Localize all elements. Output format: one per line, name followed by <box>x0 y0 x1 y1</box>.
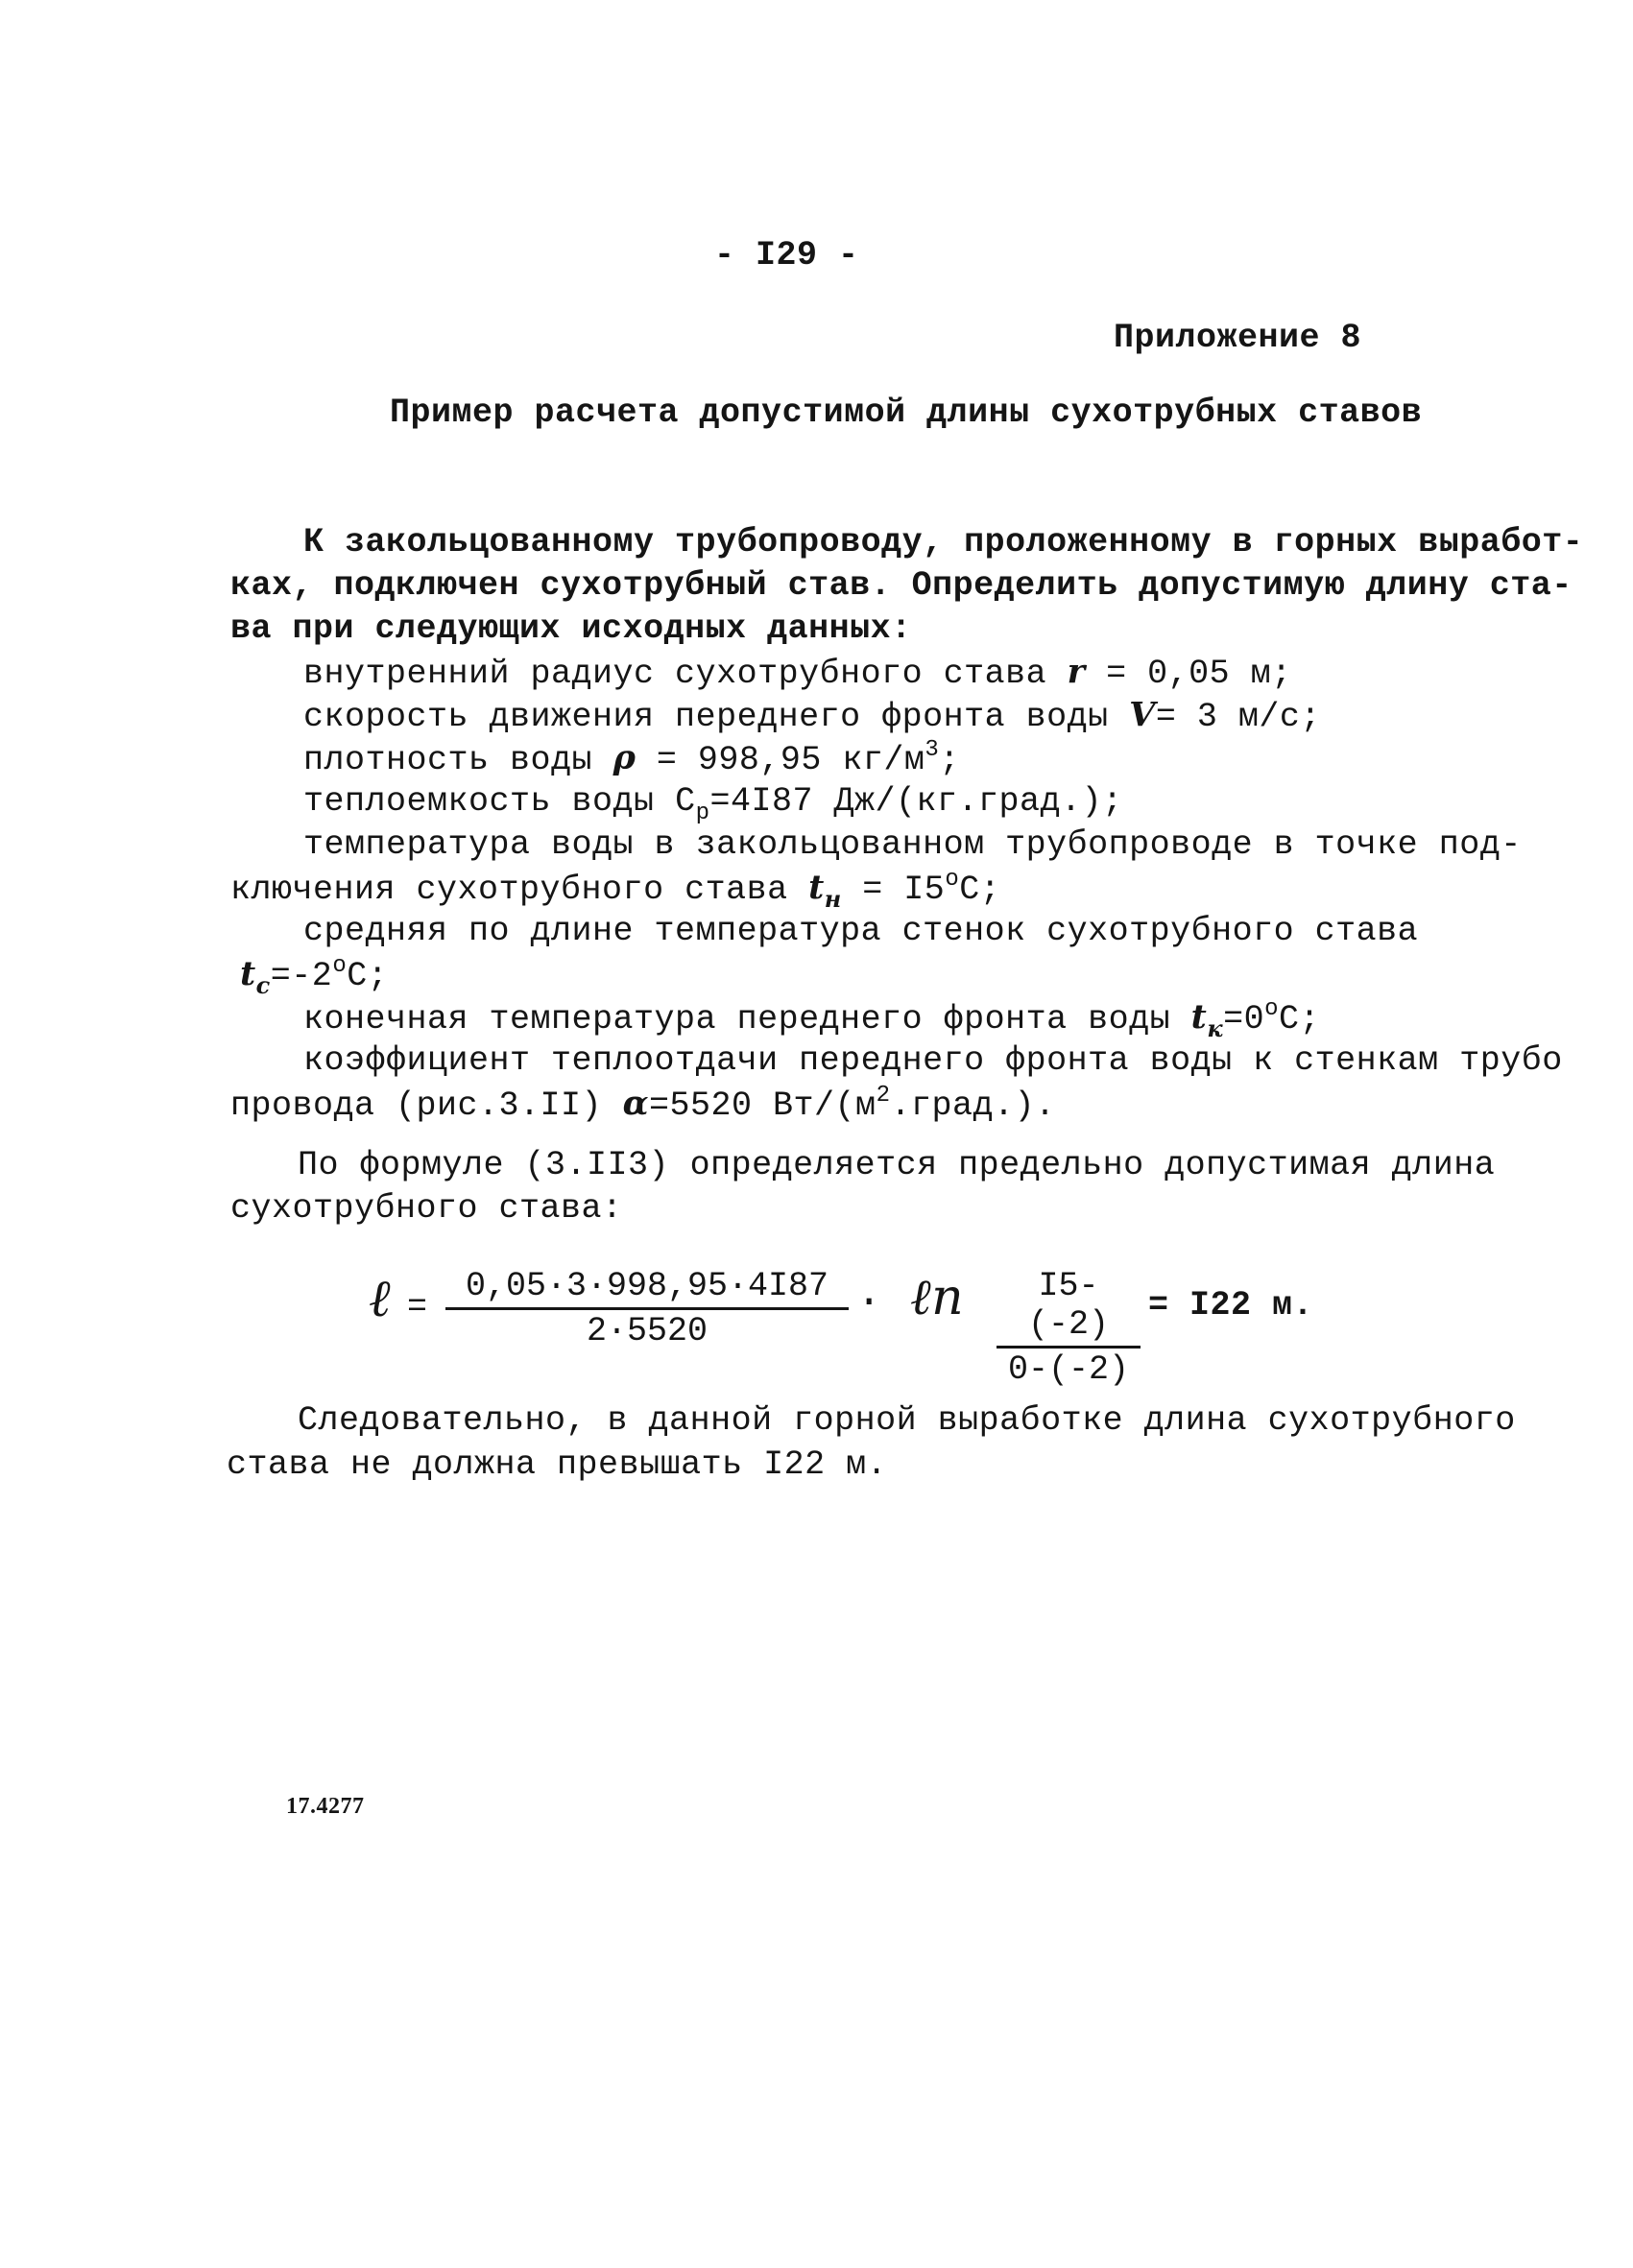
param-heat-transfer-line-1: коэффициент теплоотдачи переднего фронта воды к стенкам трубо <box>303 1041 1563 1080</box>
footer-code: 17.4277 <box>286 1794 365 1819</box>
conclusion-line-1: Следовательно, в данной горной выработке длина сухотрубного <box>298 1401 1516 1440</box>
param-heat-capacity: теплоемкость воды $C_p=4I87$ Дж/(кг.град.); <box>303 782 1123 826</box>
fraction-2-denominator: 0-(-2) <box>1007 1350 1130 1389</box>
fraction-2-numerator: I5-(-2) <box>997 1267 1141 1349</box>
conclusion-line-2: става не должна превышать I22 м. <box>227 1445 888 1484</box>
formula-fraction-2 <box>997 1267 1141 1389</box>
appendix-label: Приложение 8 <box>1114 319 1362 357</box>
formula-intro-line-1: По формуле (3.II3) определяется предельно допустимая длина <box>298 1146 1496 1184</box>
formula-multiply-dot: · <box>856 1278 882 1326</box>
intro-line-2: ках, подключен сухотрубный став. Определить допустимую длину ста- <box>230 566 1573 605</box>
param-radius: внутренний радиус сухотрубного става r = 0,05 м; <box>303 652 1292 693</box>
param-velocity: скорость движения переднего фронта воды V= 3 м/с; <box>303 695 1321 736</box>
formula-lhs: ℓ <box>369 1268 391 1328</box>
param-water-temp-line-1: температура воды в закольцованном трубопроводе в точке под- <box>303 825 1522 864</box>
param-heat-transfer-line-2: провода (рис.3.II) α=5520 $Вт/(м^2.град.)$. <box>230 1083 1056 1125</box>
intro-line-1: К закольцованному трубопроводу, проложенному в горных выработ- <box>303 523 1584 561</box>
param-water-temp-line-2: ключения сухотрубного става $t_н = I5^oC$; <box>230 867 1001 913</box>
formula-intro-line-2: сухотрубного става: <box>230 1189 623 1228</box>
param-wall-temp-line-2: $t_c=-2^oC$; <box>240 953 389 999</box>
document-title: Пример расчета допустимой длины сухотрубных ставов <box>390 394 1423 432</box>
intro-line-3: ва при следующих исходных данных: <box>230 609 912 648</box>
fraction-1-numerator: 0,05·3·998,95·4I87 <box>445 1267 849 1310</box>
formula-ln: ℓn <box>910 1269 965 1326</box>
param-wall-temp-line-1: средняя по длине температура стенок сухотрубного става <box>303 912 1419 950</box>
param-final-temp: конечная температура переднего фронта воды $t_к=0^oC$; <box>303 996 1321 1042</box>
formula-fraction-1 <box>445 1267 849 1350</box>
formula-result: = I22 м. <box>1148 1286 1314 1325</box>
formula-equals: = <box>407 1288 428 1326</box>
param-density: плотность воды ρ = 998,95 $кг/м^3$; <box>303 737 960 779</box>
page-number: - I29 - <box>714 236 859 275</box>
fraction-1-denominator: 2·5520 <box>586 1312 708 1350</box>
